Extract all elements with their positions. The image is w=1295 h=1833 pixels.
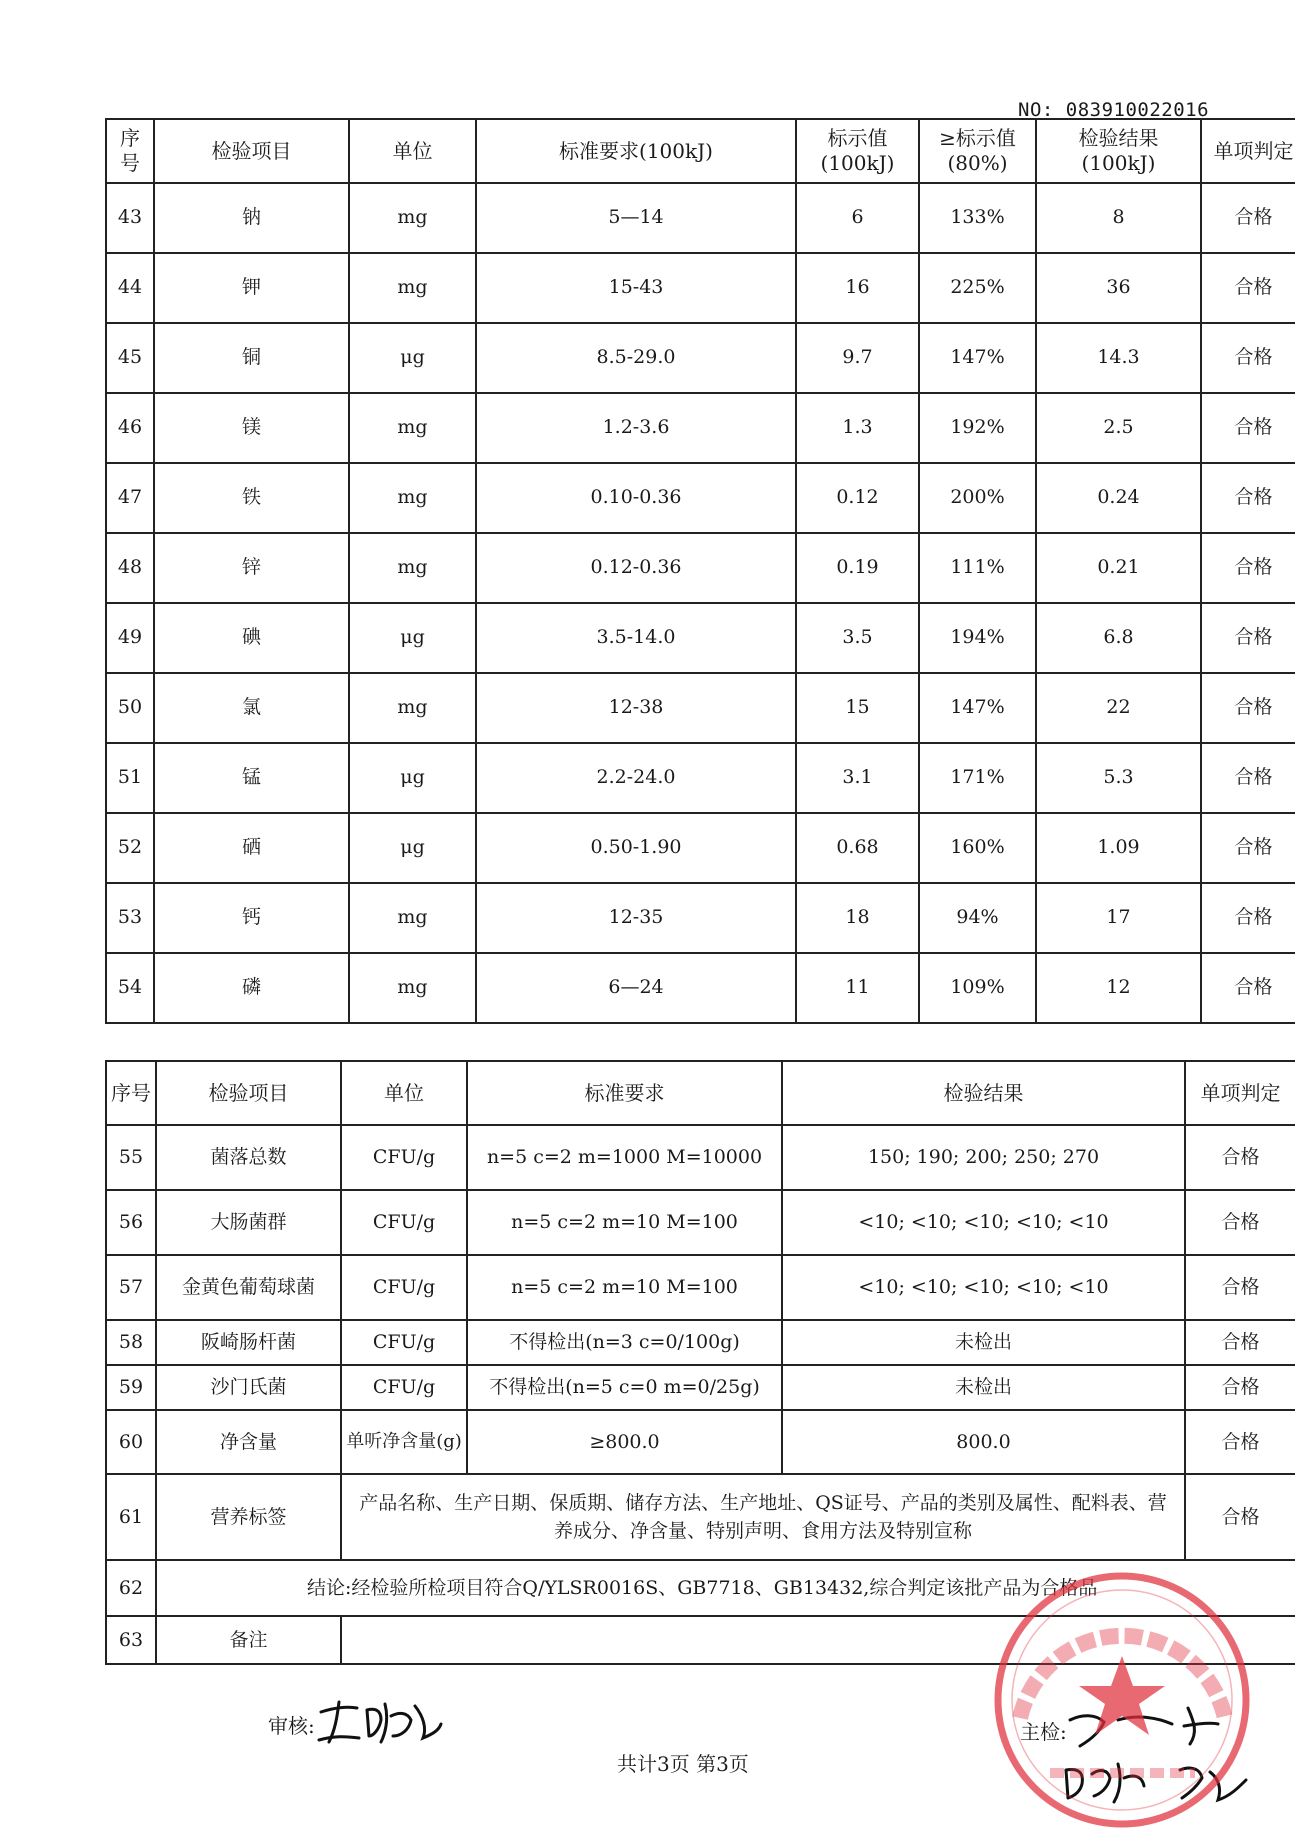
cell-ratio: 160% xyxy=(919,813,1036,883)
cell-judge: 合格 xyxy=(1201,743,1295,813)
cell-unit: μg xyxy=(349,603,476,673)
cell-label-value: 0.19 xyxy=(796,533,919,603)
cell-seq: 59 xyxy=(106,1365,156,1410)
header-ratio-line1: ≥标示值 xyxy=(939,126,1016,150)
cell-result: 150; 190; 200; 250; 270 xyxy=(782,1125,1185,1190)
header-item: 检验项目 xyxy=(154,119,349,183)
cell-unit: CFU/g xyxy=(341,1125,467,1190)
cell-result: <10; <10; <10; <10; <10 xyxy=(782,1255,1185,1320)
cell-label-value: 3.1 xyxy=(796,743,919,813)
cell-standard: 5—14 xyxy=(476,183,796,253)
cell-standard: 2.2-24.0 xyxy=(476,743,796,813)
cell-result: 12 xyxy=(1036,953,1201,1023)
cell-judge: 合格 xyxy=(1201,463,1295,533)
table-row xyxy=(106,1255,1295,1320)
cell-item: 锌 xyxy=(154,533,349,603)
cell-item: 锰 xyxy=(154,743,349,813)
cell-standard: n=5 c=2 m=10 M=100 xyxy=(467,1190,782,1255)
nutrient-table xyxy=(105,118,1295,1024)
cell-judge: 合格 xyxy=(1201,673,1295,743)
cell-standard: 3.5-14.0 xyxy=(476,603,796,673)
page-footer: 共计3页 第3页 xyxy=(617,1752,749,1776)
nutrition-label-row xyxy=(106,1474,1295,1560)
cell-result: 1.09 xyxy=(1036,813,1201,883)
cell-judge: 合格 xyxy=(1185,1320,1295,1365)
cell-unit: μg xyxy=(349,743,476,813)
cell-ratio: 147% xyxy=(919,673,1036,743)
cell-judge: 合格 xyxy=(1201,953,1295,1023)
cell-item: 净含量 xyxy=(156,1410,341,1474)
cell-standard: ≥800.0 xyxy=(467,1410,782,1474)
cell-standard: 6—24 xyxy=(476,953,796,1023)
cell-judge: 合格 xyxy=(1201,393,1295,463)
cell-label-value: 9.7 xyxy=(796,323,919,393)
cell-ratio: 147% xyxy=(919,323,1036,393)
conclusion-text: 结论:经检验所检项目符合Q/YLSR0016S、GB7718、GB13432,综合判定该批产品为合格品 xyxy=(156,1560,1295,1616)
cell-unit: mg xyxy=(349,253,476,323)
row63-item: 备注 xyxy=(156,1616,341,1664)
cell-result: 0.24 xyxy=(1036,463,1201,533)
cell-ratio: 133% xyxy=(919,183,1036,253)
cell-judge: 合格 xyxy=(1185,1190,1295,1255)
cell-judge: 合格 xyxy=(1185,1255,1295,1320)
table-row xyxy=(106,463,1295,533)
cell-judge: 合格 xyxy=(1201,183,1295,253)
table-row xyxy=(106,1190,1295,1255)
header-ratio xyxy=(919,119,1036,183)
cell-label-value: 3.5 xyxy=(796,603,919,673)
cell-seq: 46 xyxy=(106,393,154,463)
cell-judge: 合格 xyxy=(1201,813,1295,883)
table2-header-row xyxy=(106,1061,1295,1125)
table-row xyxy=(106,533,1295,603)
cell-standard: 1.2-3.6 xyxy=(476,393,796,463)
cell-standard: 15-43 xyxy=(476,253,796,323)
row63-seq: 63 xyxy=(106,1616,156,1664)
cell-unit: mg xyxy=(349,393,476,463)
cell-item: 钾 xyxy=(154,253,349,323)
cell-judge: 合格 xyxy=(1185,1365,1295,1410)
cell-seq: 60 xyxy=(106,1410,156,1474)
cell-judge: 合格 xyxy=(1201,533,1295,603)
cell-seq: 58 xyxy=(106,1320,156,1365)
cell-item: 硒 xyxy=(154,813,349,883)
cell-unit: mg xyxy=(349,533,476,603)
cell-result: 未检出 xyxy=(782,1365,1185,1410)
table-row xyxy=(106,323,1295,393)
header2-result: 检验结果 xyxy=(782,1061,1185,1125)
cell-seq: 48 xyxy=(106,533,154,603)
cell-judge: 合格 xyxy=(1185,1125,1295,1190)
cell-result: 22 xyxy=(1036,673,1201,743)
cell-label-value: 15 xyxy=(796,673,919,743)
cell-seq: 49 xyxy=(106,603,154,673)
cell-result: <10; <10; <10; <10; <10 xyxy=(782,1190,1185,1255)
cell-item: 钠 xyxy=(154,183,349,253)
table-row xyxy=(106,1320,1295,1365)
table-row xyxy=(106,953,1295,1023)
cell-unit: mg xyxy=(349,183,476,253)
cell-standard: n=5 c=2 m=10 M=100 xyxy=(467,1255,782,1320)
cell-result: 5.3 xyxy=(1036,743,1201,813)
cell-unit: μg xyxy=(349,323,476,393)
cell-result: 14.3 xyxy=(1036,323,1201,393)
cell-judge: 合格 xyxy=(1201,323,1295,393)
cell-unit: mg xyxy=(349,463,476,533)
table-row xyxy=(106,393,1295,463)
header-result xyxy=(1036,119,1201,183)
cell-item: 钙 xyxy=(154,883,349,953)
table-row xyxy=(106,1410,1295,1474)
cell-ratio: 109% xyxy=(919,953,1036,1023)
cell-ratio: 111% xyxy=(919,533,1036,603)
cell-seq: 53 xyxy=(106,883,154,953)
cell-label-value: 16 xyxy=(796,253,919,323)
row61-item: 营养标签 xyxy=(156,1474,341,1560)
cell-seq: 54 xyxy=(106,953,154,1023)
header-label-value-line2: (100kJ) xyxy=(820,151,895,175)
cell-seq: 52 xyxy=(106,813,154,883)
table-row xyxy=(106,183,1295,253)
header2-item: 检验项目 xyxy=(156,1061,341,1125)
cell-seq: 47 xyxy=(106,463,154,533)
cell-ratio: 171% xyxy=(919,743,1036,813)
header-standard: 标准要求(100kJ) xyxy=(476,119,796,183)
cell-seq: 56 xyxy=(106,1190,156,1255)
cell-unit: CFU/g xyxy=(341,1190,467,1255)
cell-ratio: 94% xyxy=(919,883,1036,953)
header-label-value xyxy=(796,119,919,183)
cell-seq: 43 xyxy=(106,183,154,253)
cell-result: 0.21 xyxy=(1036,533,1201,603)
cell-result: 36 xyxy=(1036,253,1201,323)
cell-unit: mg xyxy=(349,883,476,953)
table-row xyxy=(106,603,1295,673)
cell-judge: 合格 xyxy=(1201,603,1295,673)
cell-unit: CFU/g xyxy=(341,1365,467,1410)
header2-judge: 单项判定 xyxy=(1185,1061,1295,1125)
cell-unit: mg xyxy=(349,673,476,743)
cell-result: 未检出 xyxy=(782,1320,1185,1365)
cell-unit: CFU/g xyxy=(341,1255,467,1320)
table-row xyxy=(106,673,1295,743)
header-unit: 单位 xyxy=(349,119,476,183)
row61-seq: 61 xyxy=(106,1474,156,1560)
table-row xyxy=(106,743,1295,813)
cell-item: 铜 xyxy=(154,323,349,393)
cell-result: 800.0 xyxy=(782,1410,1185,1474)
cell-item: 菌落总数 xyxy=(156,1125,341,1190)
cell-judge: 合格 xyxy=(1201,253,1295,323)
cell-item: 磷 xyxy=(154,953,349,1023)
cell-unit: mg xyxy=(349,953,476,1023)
cell-item: 镁 xyxy=(154,393,349,463)
header-result-line2: (100kJ) xyxy=(1081,151,1156,175)
cell-item: 碘 xyxy=(154,603,349,673)
cell-seq: 57 xyxy=(106,1255,156,1320)
cell-seq: 45 xyxy=(106,323,154,393)
cell-seq: 50 xyxy=(106,673,154,743)
cell-item: 阪崎肠杆菌 xyxy=(156,1320,341,1365)
official-seal xyxy=(990,1568,1255,1833)
cell-ratio: 225% xyxy=(919,253,1036,323)
cell-standard: 0.50-1.90 xyxy=(476,813,796,883)
reviewer-label: 审核: xyxy=(268,1714,315,1738)
cell-result: 2.5 xyxy=(1036,393,1201,463)
table-row xyxy=(106,1125,1295,1190)
table-row xyxy=(106,1365,1295,1410)
document-number: NO: 083910022016 xyxy=(1018,99,1210,121)
cell-ratio: 200% xyxy=(919,463,1036,533)
cell-judge: 合格 xyxy=(1185,1410,1295,1474)
cell-standard: 不得检出(n=5 c=0 m=0/25g) xyxy=(467,1365,782,1410)
cell-standard: 12-38 xyxy=(476,673,796,743)
inspector-label: 主检: xyxy=(1020,1720,1067,1744)
header2-standard: 标准要求 xyxy=(467,1061,782,1125)
cell-unit: CFU/g xyxy=(341,1320,467,1365)
header-result-line1: 检验结果 xyxy=(1078,126,1159,150)
cell-judge: 合格 xyxy=(1201,883,1295,953)
cell-item: 金黄色葡萄球菌 xyxy=(156,1255,341,1320)
cell-label-value: 6 xyxy=(796,183,919,253)
cell-seq: 55 xyxy=(106,1125,156,1190)
table-row xyxy=(106,883,1295,953)
cell-label-value: 18 xyxy=(796,883,919,953)
cell-unit: 单听净含量(g) xyxy=(341,1410,467,1474)
cell-standard: 0.12-0.36 xyxy=(476,533,796,603)
cell-label-value: 11 xyxy=(796,953,919,1023)
cell-ratio: 194% xyxy=(919,603,1036,673)
cell-result: 8 xyxy=(1036,183,1201,253)
table-row xyxy=(106,813,1295,883)
header-judge: 单项判定 xyxy=(1201,119,1295,183)
cell-unit: μg xyxy=(349,813,476,883)
cell-standard: n=5 c=2 m=1000 M=10000 xyxy=(467,1125,782,1190)
cell-item: 大肠菌群 xyxy=(156,1190,341,1255)
cell-standard: 8.5-29.0 xyxy=(476,323,796,393)
cell-result: 6.8 xyxy=(1036,603,1201,673)
cell-item: 沙门氏菌 xyxy=(156,1365,341,1410)
header-seq: 序号 xyxy=(106,119,154,183)
cell-item: 氯 xyxy=(154,673,349,743)
cell-ratio: 192% xyxy=(919,393,1036,463)
header2-seq: 序号 xyxy=(106,1061,156,1125)
reviewer-signature xyxy=(315,1690,445,1750)
cell-standard: 不得检出(n=3 c=0/100g) xyxy=(467,1320,782,1365)
cell-standard: 12-35 xyxy=(476,883,796,953)
table-row xyxy=(106,253,1295,323)
cell-standard: 0.10-0.36 xyxy=(476,463,796,533)
row61-content: 产品名称、生产日期、保质期、储存方法、生产地址、QS证号、产品的类别及属性、配料表、营养成分、净含量、特别声明、食用方法及特别宣称 xyxy=(341,1474,1185,1560)
row61-judge: 合格 xyxy=(1185,1474,1295,1560)
header2-unit: 单位 xyxy=(341,1061,467,1125)
cell-label-value: 1.3 xyxy=(796,393,919,463)
cell-result: 17 xyxy=(1036,883,1201,953)
row62-seq: 62 xyxy=(106,1560,156,1616)
table-header-row xyxy=(106,119,1295,183)
header-ratio-line2: (80%) xyxy=(947,151,1008,175)
cell-label-value: 0.68 xyxy=(796,813,919,883)
cell-label-value: 0.12 xyxy=(796,463,919,533)
cell-seq: 51 xyxy=(106,743,154,813)
cell-seq: 44 xyxy=(106,253,154,323)
header-label-value-line1: 标示值 xyxy=(827,126,888,150)
cell-item: 铁 xyxy=(154,463,349,533)
